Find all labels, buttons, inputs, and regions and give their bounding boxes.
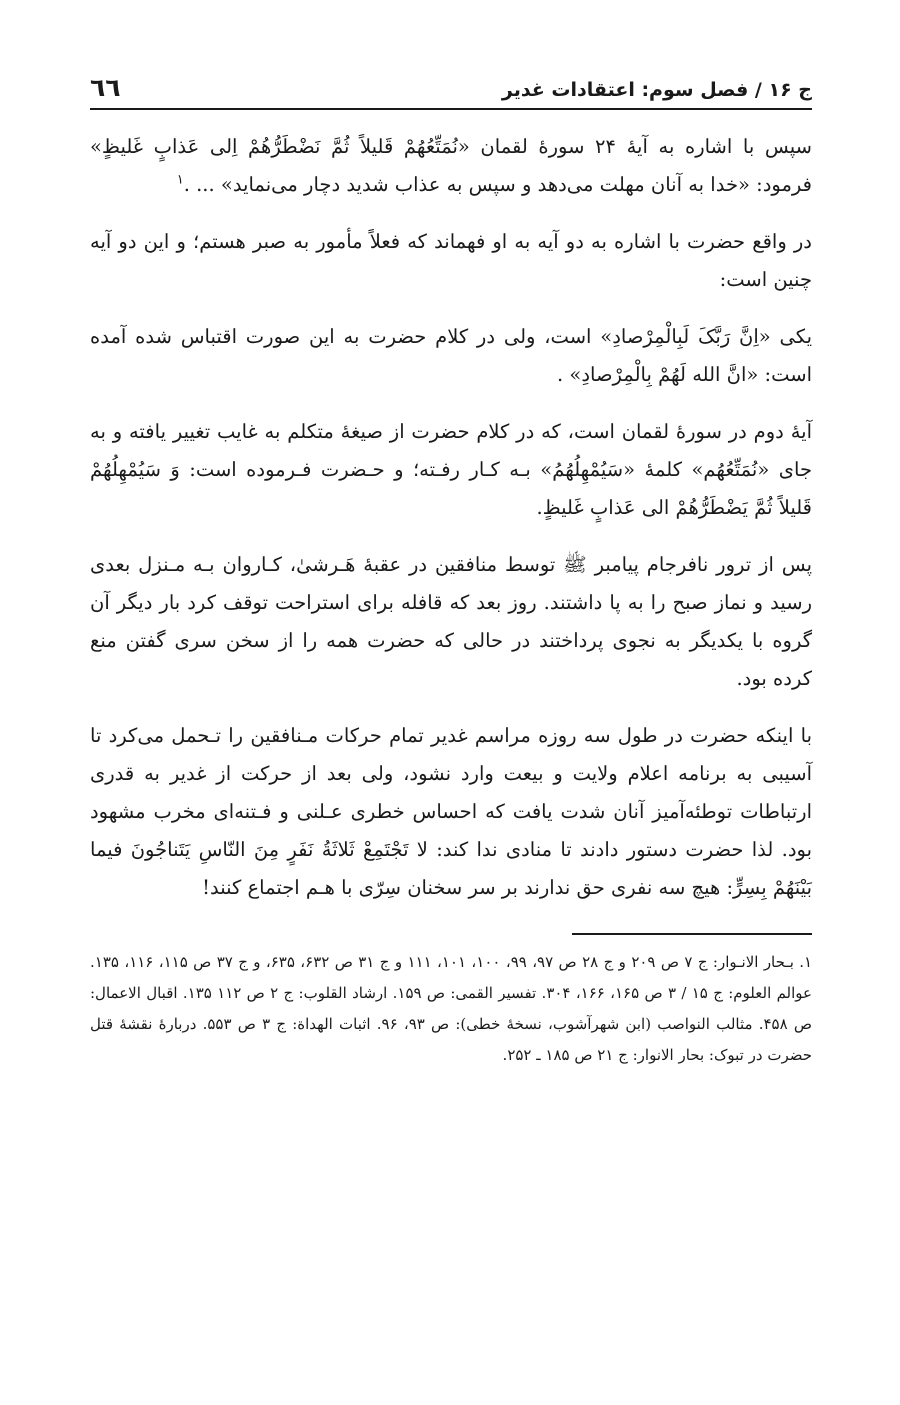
paragraph-4: آیهٔ دوم در سورهٔ لقمان است، که در کلام حضرت از صیغهٔ متکلم به غایب تغییر یافته و به جای «نُمَتِّعُهُم» کلمهٔ «سَیُمْهِلُهُمُ» بـه کـار رفـته؛ و حـضرت فـرموده است: وَ سَیُمْهِلُهُمْ قَلیلاً ثُمَّ یَضْطَرُّهُمْ الی عَذابٍ غَلیظٍ.	[90, 420, 812, 519]
running-header	[90, 60, 812, 110]
page-number: ٦٦	[90, 73, 121, 102]
footnote-1: ۱. بـحار الانـوار: ج ۷ ص ۲۰۹ و ج ۲۸ ص ۹۷، ۹۹، ۱۰۰، ۱۰۱، ۱۱۱ و ج ۳۱ ص ۶۳۲، ۶۳۵، و ج ۳۷ ص ۱۱۵، ۱۱۶، ۱۳۵. عوالم العلوم: ج ۱۵ / ۳ ص ۱۶۵، ۱۶۶، ۳۰۴. تفسیر القمی: ص ۱۵۹. ارشاد القلوب: ج ۲ ص ۱۱۲ ۱۳۵. اقبال الاعمال: ص ۴۵۸. مثالب النواصب (ابن شهرآشوب، نسخهٔ خطی): ص ۹۳، ۹۶. اثبات الهداة: ج ۳ ص ۵۵۳. دربارهٔ نقشهٔ قتل حضرت در تبوک: بحار الانوار: ج ۲۱ ص ۱۸۵ ـ ۲۵۲.	[90, 953, 813, 1064]
paragraph-6: با اینکه حضرت در طول سه روزه مراسم غدیر تمام حرکات مـنافقین را تـحمل می‌کرد تا آسیبی به برنامه اعلام ولایت و بیعت وارد نشود، ولی بعد از حرکت از غدیر به قدری ارتباطات توطئه‌آمیز آنان شدت یافت که احساس خطری عـلنی و فـتنه‌ای مخرب مشهود بود. لذا حضرت دستور دادند تا منادی ندا کند: لا تَجْتَمِعْ ثَلاثَةُ نَفَرٍ مِنَ النّاسِ یَتَناجُونَ فیما بَیْنَهُمْ بِسِرٍّ: هیچ سه نفری حق ندارند بر سر سخنان سِرّی با هـم اجتماع کنند!	[90, 724, 812, 899]
paragraph-5: پس از ترور نافرجام پیامبر ﷺ توسط منافقین در عقبهٔ هَـرشیٰ، کـاروان بـه مـنزل بعدی رسید و نماز صبح را به پا داشتند. روز بعد که قافله برای استراحت توقف کرد بار دیگر آن گروه با یکدیگر به نجوی پرداختند در حالی که حضرت همه را از سخن سری گفتن منع کرده بود.	[90, 553, 812, 690]
running-title: ج ۱۶ / فصل سوم: اعتقادات غدیر	[501, 79, 812, 101]
book-page	[90, 60, 812, 1360]
body-text	[90, 128, 812, 907]
paragraph-3: یکی «اِنَّ رَبَّکَ لَبِالْمِرْصادِ» است، ولی در کلام حضرت به این صورت اقتباس شده آمده است: «انَّ الله لَهُمْ بِالْمِرْصادِ» .	[90, 325, 812, 386]
paragraph-1	[90, 128, 812, 204]
paragraph-2: در واقع حضرت با اشاره به دو آیه به او فهماند که فعلاً مأمور به صبر هستم؛ و این دو آیه چنین است:	[90, 230, 812, 291]
footnote-divider	[572, 933, 812, 935]
paragraph-1-text: سپس با اشاره به آیهٔ ۲۴ سورهٔ لقمان «نُمَتِّعُهُمْ قَلیلاً ثُمَّ نَضْطَرُّهُمْ اِلی عَذابٍ غَلیظٍ» فرمود: «خدا به آنان مهلت می‌دهد و سپس به عذاب شدید دچار می‌نماید» ... .	[90, 135, 812, 196]
footnotes	[90, 947, 812, 1071]
footnote-reference[interactable]: ۱	[176, 172, 184, 188]
